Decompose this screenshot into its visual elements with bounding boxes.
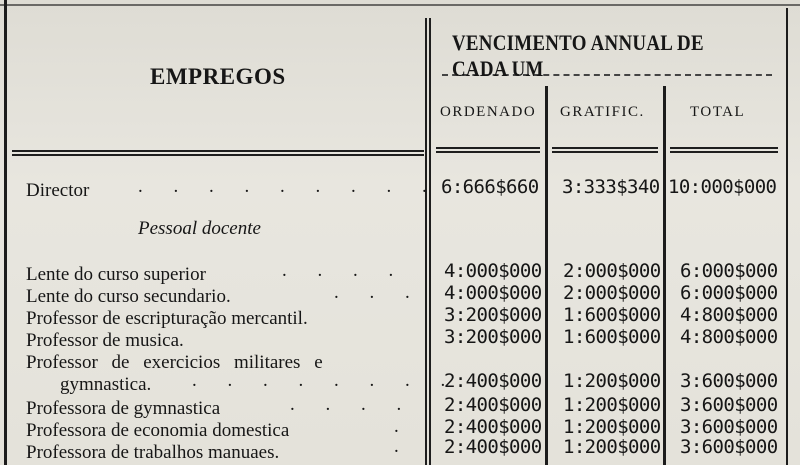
row-ordenado: 2:400$000 xyxy=(444,436,542,458)
row-total: 6:000$000 xyxy=(680,282,778,304)
header-bottom-rule-left xyxy=(12,150,424,156)
leader-dots: . . . . . . . . xyxy=(192,370,459,391)
right-border xyxy=(786,8,788,465)
row-total: 3:600$000 xyxy=(680,436,778,458)
row-total: 3:600$000 xyxy=(680,394,778,416)
director-ordenado: 6:666$660 xyxy=(441,176,539,198)
top-border xyxy=(0,4,800,6)
header-empregos: EMPREGOS xyxy=(150,64,286,89)
total-divider xyxy=(663,86,666,465)
row-gratific: 1:600$000 xyxy=(563,304,661,326)
row-ordenado: 2:400$000 xyxy=(444,416,542,438)
row-label-continuation: gymnastica. xyxy=(60,374,152,395)
subheader-total: TOTAL xyxy=(690,104,746,120)
director-gratific: 3:333$340 xyxy=(562,176,660,198)
leader-dots: . . . xyxy=(334,282,423,303)
row-label: Lente do curso secundario. xyxy=(26,286,231,307)
header-bottom-rule-gratific xyxy=(552,147,658,153)
row-label: Lente do curso superior xyxy=(26,264,206,285)
row-total: 3:600$000 xyxy=(680,370,778,392)
row-total: 3:600$000 xyxy=(680,416,778,438)
row-label: Professora de trabalhos manuaes. xyxy=(26,442,280,463)
section-title: Pessoal docente xyxy=(138,218,261,239)
main-column-divider xyxy=(425,18,431,465)
row-gratific: 2:000$000 xyxy=(563,260,661,282)
row-ordenado: 4:000$000 xyxy=(444,282,542,304)
left-border xyxy=(4,0,7,465)
subheader-gratific: GRATIFIC. xyxy=(560,104,645,120)
row-label: Professor de musica. xyxy=(26,330,184,351)
header-bottom-rule-total xyxy=(670,147,778,153)
row-label: Professora de gymnastica xyxy=(26,398,221,419)
row-label: Professor de exercicios militares e xyxy=(26,352,323,373)
leader-dots: . . . . . . . . . xyxy=(138,176,440,197)
row-gratific: 1:200$000 xyxy=(563,436,661,458)
leader-dots: . . . . xyxy=(290,394,415,415)
row-label: Professora de economia domestica xyxy=(26,420,290,441)
director-total: 10:000$000 xyxy=(668,176,777,198)
leader-dots: . xyxy=(394,436,412,457)
subheader-ordenado: ORDENADO xyxy=(440,104,537,120)
row-ordenado: 2:400$000 xyxy=(444,370,542,392)
header-vencimento: VENCIMENTO ANNUAL DE CADA UM xyxy=(452,30,704,81)
header-bottom-rule-ordenado xyxy=(436,147,540,153)
row-ordenado: 3:200$000 xyxy=(444,304,542,326)
row-gratific: 1:200$000 xyxy=(563,370,661,392)
row-total: 4:800$000 xyxy=(680,326,778,348)
row-ordenado: 2:400$000 xyxy=(444,394,542,416)
row-ordenado: 4:000$000 xyxy=(444,260,542,282)
director-label: Director xyxy=(26,180,90,201)
row-total: 4:800$000 xyxy=(680,304,778,326)
gratific-divider xyxy=(545,86,548,465)
row-ordenado: 3:200$000 xyxy=(444,326,542,348)
leader-dots: . . . . xyxy=(282,260,407,281)
row-gratific: 1:200$000 xyxy=(563,416,661,438)
row-gratific: 1:600$000 xyxy=(563,326,661,348)
row-total: 6:000$000 xyxy=(680,260,778,282)
row-label: Professor de escripturação mercantil. xyxy=(26,308,308,329)
row-gratific: 1:200$000 xyxy=(563,394,661,416)
leader-dots: . xyxy=(394,416,412,437)
row-gratific: 2:000$000 xyxy=(563,282,661,304)
